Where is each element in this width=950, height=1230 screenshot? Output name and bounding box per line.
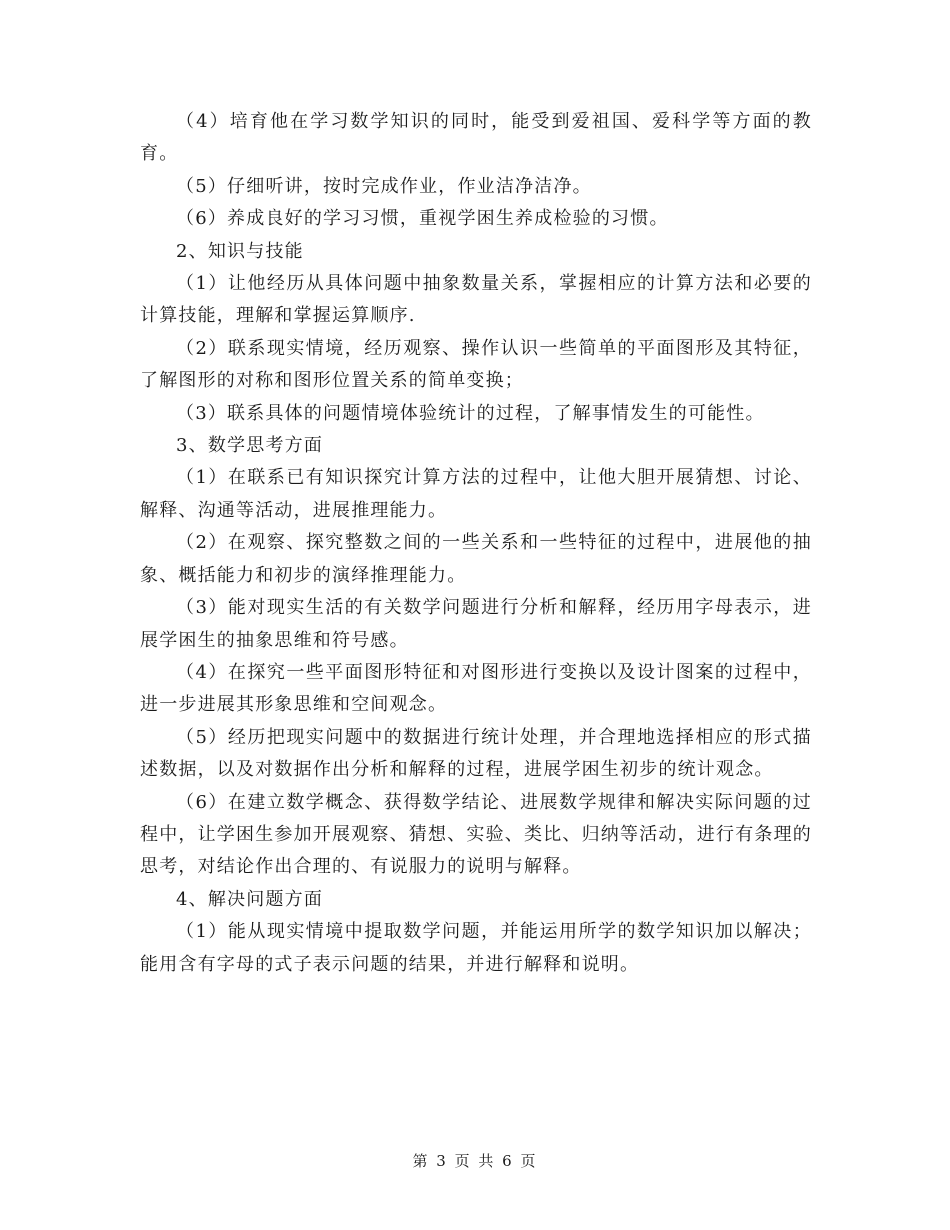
paragraph: （6）在建立数学概念、获得数学结论、进展数学规律和解决实际问题的过程中，让学困生参加开展观察、猜想、实验、类比、归纳等活动，进行有条理的思考，对结论作出合理的、有说服力的说明与解释。 [140,791,812,878]
paragraph: （5）经历把现实问题中的数据进行统计处理，并合理地选择相应的形式描述数据，以及对数据作出分析和解释的过程，进展学困生初步的统计观念。 [140,726,812,781]
paragraph: （1）在联系已有知识探究计算方法的过程中，让他大胆开展猜想、讨论、解释、沟通等活动，进展推理能力。 [140,467,812,521]
page-footer: 第 3 页 共 6 页 [412,1152,538,1170]
paragraph: （1）能从现实情境中提取数学问题，并能运用所学的数学知识加以解决；能用含有字母的式子表示问题的结果，并进行解释和说明。 [140,921,812,975]
paragraph: （4）在探究一些平面图形特征和对图形进行变换以及设计图案的过程中，进一步进展其形象思维和空间观念。 [140,661,812,716]
paragraph: （3）能对现实生活的有关数学问题进行分析和解释，经历用字母表示，进展学困生的抽象思维和符号感。 [140,597,812,651]
document-body [140,106,812,981]
paragraph: （6）养成良好的学习习惯，重视学困生养成检验的习惯。 [176,208,669,230]
section-heading: 2、知识与技能 [176,240,304,262]
paragraph: （2）联系现实情境，经历观察、操作认识一些简单的平面图形及其特征，了解图形的对称和图形位置关系的简单变换； [140,337,812,392]
paragraph: （1）让他经历从具体问题中抽象数量关系，掌握相应的计算方法和必要的计算技能，理解和掌握运算顺序. [140,273,812,327]
paragraph: （5）仔细听讲，按时完成作业，作业洁净洁净。 [176,175,592,197]
paragraph: （4）培育他在学习数学知识的同时，能受到爱祖国、爱科学等方面的教育。 [140,111,812,165]
section-heading: 3、数学思考方面 [176,435,324,457]
section-heading: 4、解决问题方面 [176,888,324,910]
paragraph: （3）联系具体的问题情境体验统计的过程，了解事情发生的可能性。 [176,402,765,424]
paragraph: （2）在观察、探究整数之间的一些关系和一些特征的过程中，进展他的抽象、概括能力和初步的演绎推理能力。 [140,532,812,586]
